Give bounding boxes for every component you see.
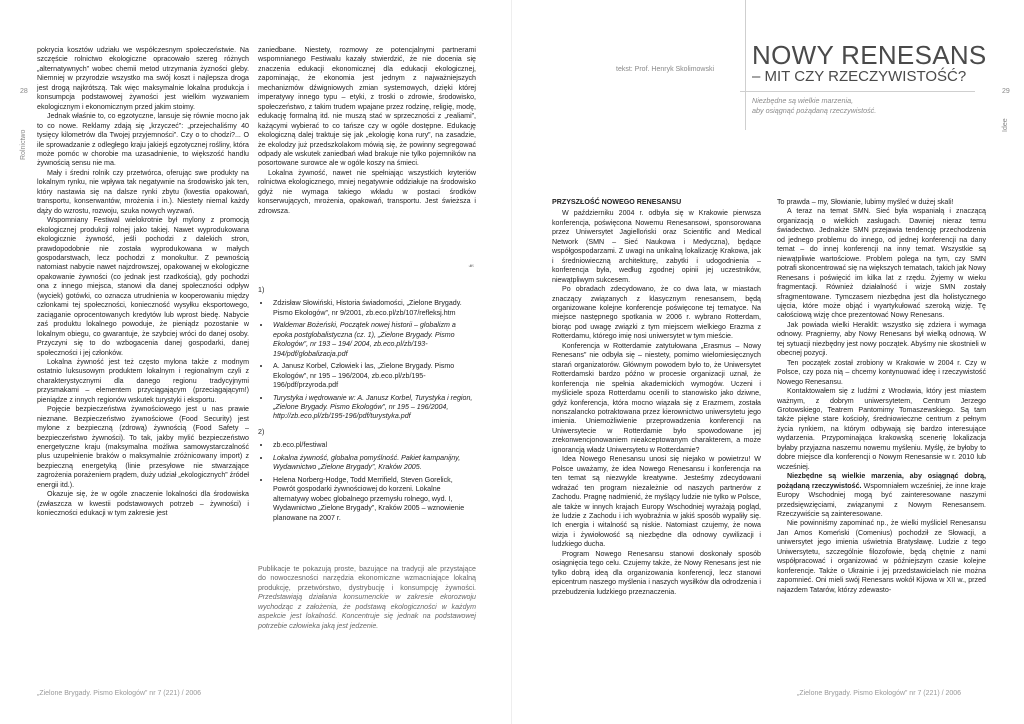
- paragraph: Wspomniany Festiwal wielokrotnie był mylony z promocją ekologicznej produkcji rolnej jako takiej. Nawet wyprodukowana ekologicznie żywność, jeśli pochodzi z dalekich stron, prawdopodobnie nie została wyprodukowana w małych gospodarstwach, lecz pochodzi z monokultur. Z pewnością natomiast nabycie nawet najzdrowszej, opakowanej w ekologiczne opakowanie żywności (co jednak jest rzadkością), gdy pochodzi ona z innego miejsca, stanowi dla danej społeczności odpływ (wyciek) gotówki, co oznacza utrudnienia w kooperowaniu między członkami tej społeczności, konieczność wysyłku eksportowego, zaciąganie oprocentowanych kredytów lub wprost biedę. Nabycie zaś produktu lokalnego powoduje, że pieniądz pozostanie w lokalnym obiegu, co gwarantuje, że szybciej wróci do danej osoby. Przyczyni się to do wzbogacenia danej gospodarki, danej społeczności i jej członków.: [37, 216, 249, 357]
- paragraph: Mały i średni rolnik czy przetwórca, oferując swe produkty na lokalnym rynku, nie wpływa tak negatywnie na środowisko jak ten, który nastawia się na dalsze rynki zbytu (kwestia opakowań, transportu, konserwantów, mrożenia i in.). Niestety niemal każdy dąży do wzrostu, rozwoju, szuka nowych wyzwań.: [37, 168, 249, 215]
- notes-label-2: 2): [258, 427, 265, 436]
- article-subtitle: – MIT CZY RZECZYWISTOŚĆ?: [752, 68, 967, 85]
- section-label-rolnictwo: Rolnictwo: [20, 129, 27, 160]
- paragraph: Po obradach zdecydowano, że co dwa lata, w miastach znaczący związanych z klasycznym renesansem, będą organizowane kolejne konferencje poświęcone tej tematyce. Na miejsce następnego spotkania w 2006 r. wybrano Rotterdam, biorąc pod uwagę związki z tym miejscem wielkiego Erazma z Rotterdamu, którego imię nosi uniwersytet w tym mieście.: [552, 285, 761, 341]
- paragraph: Nie powinniśmy zapominać np., że wielki myśliciel Renesansu Jan Amos Komeński (Comenius) pochodził ze Słowacji, a uniwersytet jego imienia uświetnia Bratysławę. Ludzie z tego Uniwersytetu, szczególnie filozofowie, będą chętnie z nami współpracować i organizować w późniejszym czasie kolejne konferencje. Także o Ukrainie i jej przedstawicielach nie można zapomnieć. Oni mieli swój Renesans wokół Kijowa w XII w., przed najazdem Tatarów, którzy zdewasto-: [777, 519, 986, 594]
- paragraph: A teraz na temat SMN. Sieć była wspaniałą i znaczącą organizacją o wielkich zasługach. Dawniej nieraz temu świadectwo. Jednakże SMN przejawia tendencję przechodzenia od jednego problemu do innego, od jednej konferencji na dany temat – do innej konferencji na inny temat. Wszystkie są niewątpliwie wartościowe. Problem polega na tym, czy SMN potrafi skoncentrować się na większych tematach, takich jak Nowy Renesans i poświęcić im kilka lat z rzędu. Żyjemy w wieku fragmentacji. Również działalność i wizje SMN zostały sfragmentowane. Tymczasem niezbędna jest dla holistycznego ujęcia, które może objąć i wyartykułować szeroką wizję. Tę całościową wizję chce prezentować Nowy Renesans.: [777, 207, 986, 320]
- notes-label-1: 1): [258, 286, 265, 294]
- lead-line-1: Niezbędne są wielkie marzenia,: [752, 96, 854, 105]
- paragraph: Jak powiada wielki Heraklit: wszystko się zdziera i wymaga odnowy. Pragniemy, aby Nowy Renesans był wielką odnową. W tej sytuacji niezbędny jest nowy początek. Abyśmy nie skostnieli w obecnej pozycji.: [777, 320, 986, 358]
- footer-right: „Zielone Brygady. Pismo Ekologów” nr 7 (221) / 2006: [797, 690, 962, 697]
- article-lead: [752, 96, 876, 115]
- closing-regular: Publikacje te pokazują proste, bazujące na tradycji ale przystające do nowoczesności narzędzia ekonomiczne wzmacniające lokalną produkcję, przetwórstwo, dystrybucję i konsumpcję żywności.: [258, 565, 476, 592]
- right-column-2: [777, 198, 986, 595]
- paragraph: Idea Nowego Renesansu unosi się niejako w powietrzu! W Polsce uważamy, że idea Nowego Renesansu i konferencja na ten temat są niezwykle kreatywne. Jesteśmy zdecydowani wdrażać ten program niezależnie od naszych partnerów z Zachodu. Pragnę nadmienić, że myślący ludzie nie tylko w Polsce, ale także w innych krajach Europy Wschodniej wyrażają pogląd, że ludzie z Zachodu i ich wyobraźnia w jakiś sposób wypaliły się. Ich energia i witalność są niskie. Natomiast czujemy, że nowa wizja i żywiołowość są niezbędne dla odnowy cywilizacji i ludzkiego ducha.: [552, 455, 761, 549]
- title-rule-vertical: [745, 0, 746, 130]
- footnote-item: • Lokalna żywność, globalna pomyślność. Pakiet kampanijny, Wydawnictwo „Zielone Brygady”, Kraków 2005.: [271, 454, 476, 473]
- paragraph: Okazuje się, że w ogóle znaczenie lokalności dla środowiska (zwłaszcza w kwestii podstawowych potrzeb – żywności) i konieczności edukacji w tym zakresie jest: [37, 490, 249, 518]
- right-column-1: [552, 198, 761, 597]
- paragraph: zaniedbane. Niestety, rozmowy ze potencjalnymi partnerami wspomnianego Festiwalu kazały stwierdzić, że nie docenia się znaczenia edukacji ekonomicznej dla edukacji ekologicznej, zapominając, że ekonomia jest jednym z najważniejszych mechanizmów dźwigniowych zmian systemowych, dzięki której imperatywy innego typu – etyki, z troski o zdrowie, środowisko, społeczeństwo, z takim trudem wpajane przez rodzinę, religię, modę, edukację formalną itd. nie muszą stać w sprzeczności z „realiami”, każącymi wybierać to co tańsze czy w ogóle dostępne. Edukację ekologiczną dalej traktuje się jak „ekologię kona rury”, na zasadzie, że ekolodzy już przedszkolakom mówią się, że powinny segregować odpady ale wskutek zaniedbań wład brakuje nie tylko pojemników na posortowane surowce ale w ogóle koszy na śmieci.: [258, 46, 476, 168]
- closing-italic: Przedstawiają działania konsumenckie w zakresie ekorozwoju wychodząc z założenia, że podstawą ekologiczności w każdym aspekcie jest lokalność. Koncentruje się jednak na podstawowej potrzebie człowieka jaką jest jedzenie.: [258, 593, 476, 630]
- paragraph: Jednak właśnie to, co egzotyczne, lansuje się równie mocno jak to co nowe. Reklamy zdają się „krzyczeć”: „przejechaliśmy 40 tysięcy kilometrów dla Twojej przyjemności”. Czy o to chodzi?... O ile sprowadzanie z odległego kraju jakiejś egzotycznej rośliny, która może pomóc w chorobie ma uzasadnienie, to większość handlu żywnością sensu nie ma.: [37, 112, 249, 168]
- ornament-icon: ☙: [468, 263, 475, 270]
- footnote-item: • Helena Norberg-Hodge, Todd Merrifield, Steven Gorelick, Powrót gospodarki żywnościowej do korzeni. Lokalne alternatywy wobec globalnego przemysłu rolnego, wyd. I, Wydawnictwo „Zielone Brygady”, Kraków 2005 – wznowienie planowane na 2007 r.: [271, 476, 476, 523]
- title-rule-horizontal: [740, 91, 975, 92]
- paragraph-rest: Wspomniałem wcześniej, że inne kraje Europy Wschodniej mogą być zainteresowane naszymi przedsięwzięciami, związanymi z Nowym Renesansem. Rzeczywiście są zainteresowane.: [777, 481, 986, 518]
- page-number-right: 29: [1002, 88, 1010, 95]
- paragraph: W październiku 2004 r. odbyła się w Krakowie pierwsza konferencja, poświęcona Nowemu Renesansowi, sponsorowana przez Uniwersytet Jagielloński oraz Scientific and Medical Network (SMN – Sieć Naukowa i Medyczna), będące współgospodarzami. Z uwagi na unikalną lokalizację Krakowa, jak i średniowieczną architekturę, zabytki i udogodnienia – konferencja była, według zgodnej opinii jej uczestników, niewątpliwym sukcesem.: [552, 209, 761, 284]
- paragraph: [777, 472, 986, 519]
- article-title: NOWY RENESANS: [752, 40, 987, 70]
- paragraph: Kontaktowałem się z ludźmi z Wrocławia, który jest miastem ważnym, z dobrym uniwersytetem, Centrum Jerzego Grotowskiego, Teatrem Pantomimy Tomaszewskiego. Są tam także piękne stare kościoły, średniowieczne centrum z pełnym życia rynkiem, na którym odbywają się bardzo interesujące wydarzenia. Przypominająca krakowską scenerię lokalizacja byłaby przyjazna naszemu nowemu myśleniu. Myślę, że byłoby to dobre miejsce dla konferencji o Nowym Renesansie w r. 2010 lub wcześniej.: [777, 387, 986, 471]
- paragraph: Pojęcie bezpieczeństwa żywnościowego jest u nas prawie nieznane. Bezpieczeństwo żywnościowe (Food Security) jest mylone z bezpieczną (zdrową) żywnością (Food Safety – bezpieczeństwo żywności). To tak, jakby mylić bezpieczeństwo energetyczne kraju (maksymalna możliwa samowystarczalność plus uzupełnienie braków o maksymalnie zróżnicowany import) z bezpieczną energetyką (linie przesyłowe nie stwarzające zagrożenia porażeniem prądem, duży udział „ekologicznych” źródeł energii itd.).: [37, 405, 249, 489]
- page-number-left: 28: [20, 88, 28, 95]
- paragraph: To prawda – my, Słowianie, lubimy myśleć w dużej skali!: [777, 198, 954, 206]
- footnote-item: • A. Janusz Korbel, Człowiek i las, „Zielone Brygady. Pismo Ekologów”, nr 195 – 196/2004, zb.eco.pl/zb/195-196/pdf/przyroda.pdf: [271, 362, 476, 390]
- footnote-item: • Zdzisław Słowiński, Historia świadomości, „Zielone Brygady. Pismo Ekologów”, nr 9/2001, zb.eco.pl/zb/107/refleksj.htm: [271, 299, 476, 318]
- paragraph: Program Nowego Renesansu stanowi doskonały sposób osiągnięcia tego celu. Czujemy także, że Nowy Renesans jest nie tylko dobrą ideą dla organizowania konferencji, lecz stanowi epicentrum naszego myślenia i naszych wysiłków dla odrodzenia i przebudzenia ludzkiego przeznaczenia.: [552, 549, 761, 596]
- footer-left: „Zielone Brygady. Pismo Ekologów” nr 7 (221) / 2006: [37, 690, 202, 697]
- section-heading: PRZYSZŁOŚĆ NOWEGO RENESANSU: [552, 198, 682, 206]
- footnote-item: • zb.eco.pl/festiwal: [271, 441, 476, 450]
- section-label-idee: Idee: [1002, 118, 1009, 132]
- paragraph: Lokalna żywność, nawet nie spełniając wszystkich kryteriów rolnictwa ekologicznego, mniej negatywnie oddziałuje na środowisko gdyż nie wymaga takiego wkładu w postaci środków konserwujących, mrożenia, opakowań, transportu. Jest świeższa i zdrowsza.: [258, 168, 476, 215]
- footnote-item: • Turystyka i wędrowanie w: A. Janusz Korbel, Turystyka i region, „Zielone Brygady. Pismo Ekologów”, nr 195 – 196/2004, http://zb.eco.pl/zb/195-196/pdf/turystyka.pdf: [271, 394, 476, 422]
- bold-lead: Niezbędne są wielkie marzenia, aby osiągnąć dobrą, pożądaną rzeczywistość.: [777, 472, 986, 490]
- article-author: tekst: Prof. Henryk Skolimowski: [616, 66, 715, 73]
- paragraph: Konferencja w Rotterdamie zatytułowana „Erasmus – Nowy Renesans” nie odbyła się – niestety, pomimo wielomiesięcznych starań organizatorów. Głównym powodem było to, że Uniwersytet Rotterdamski bardzo późno w procesie organizacji uznał, że konferencja nie spełnia akademickich wymogów. Uczeni i myśliciele spoza Rotterdamu ocenili to stanowisko jako dziwne, gdyż konferencja, która mocno wiązała się z Erazmem, została nonszalancko potraktowana przez kierownictwo uniwersytetu jego imienia. Uniemożliwienie przeprowadzenia konferencji na Uniwersytecie w Rotterdamie było spowodowane jej zrekonwencjonowaniem nieakceptowanym charakterem, a może ignorancją władz Uniwersytetu w Rotterdamie?: [552, 341, 761, 454]
- footnote-item: • Waldemar Bożeński, Początek nowej historii – globalizm a epoka postglobalistyczna (cz. 1), „Zielone Brygady. Pismo Ekologów”, nr 193 – 194/ 2004, zb.eco.pl/zb/193-194/pdf/globalizacja.pdf: [271, 321, 476, 359]
- paragraph: pokrycia kosztów udziału we współczesnym społeczeństwie. Na szczęście rolnictwo ekologiczne opracowało szereg różnych „alternatywnych” wobec chemii metod utrzymania żyzności gleby. Niemniej w przyrodzie wszystko ma swój koszt i najlepsza droga jest drogą najkrótszą. Tak więc maksymalnie lokalna produkcja i konsumpcja podstawowej żywności jest wielkim wyzwaniem ekologicznym i ekonomicznym przed jakim stoimy.: [37, 46, 249, 111]
- paragraph: Lokalna żywność jest też często mylona także z modnym ostatnio luksusowym produktem lokalnym i regionalnym czyli z charakterystycznymi dla danego regionu tradycyjnymi przysmakami – elementem przyciągającym (przeciągającym!) pieniądze z innych regionów wskutek turystyki i eksportu.: [37, 357, 249, 404]
- lead-line-2: aby osiągnąć pożądaną rzeczywistość.: [752, 105, 877, 115]
- paragraph: Ten początek został zrobiony w Krakowie w 2004 r. Czy w Polsce, czy poza nią – chcemy kontynuować ideę i rzeczywistość Nowego Renesansu.: [777, 358, 986, 386]
